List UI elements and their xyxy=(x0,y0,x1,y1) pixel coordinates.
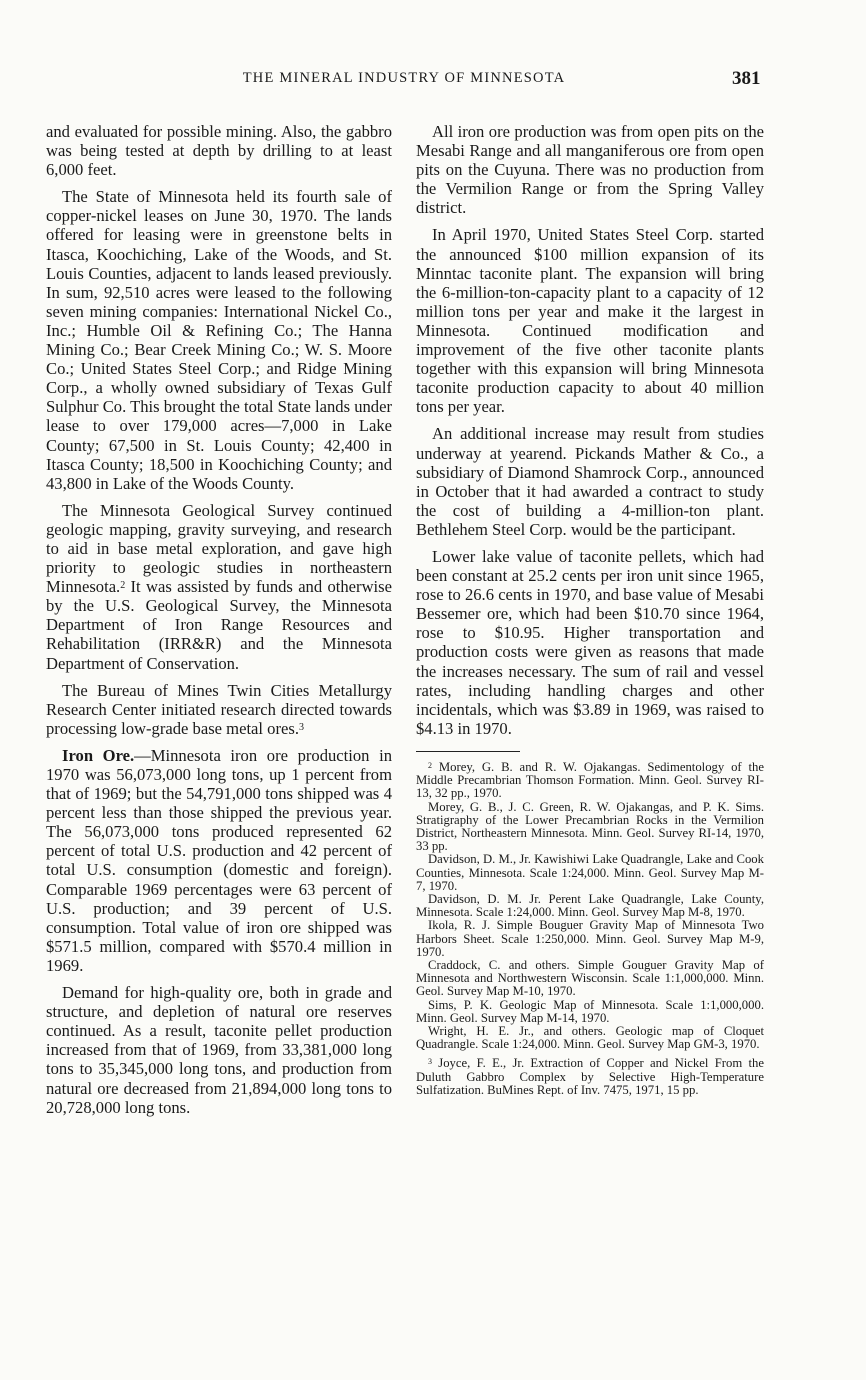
paragraph-text: The Bureau of Mines Twin Cities Metallurgy Research Center initiated research directed towards processing low-grade base metal ores. xyxy=(46,680,392,738)
footnote-mark: 3 xyxy=(428,1057,432,1067)
footnote: Davidson, D. M., Jr. Kawishiwi Lake Quadrangle, Lake and Cook Counties, Minnesota. Scale 1:24,000. Minn. Geol. Survey Map M-7, 1970. xyxy=(416,852,764,893)
paragraph: Demand for high-quality ore, both in grade and structure, and depletion of natural ore reserves continued. As a result, taconite pellet production increased from that of 1969, from 33,381,000 long tons to 35,345,000 long tons, and production from natural ore decreased from 21,894,000 long tons to 20,728,000 long tons. xyxy=(46,983,392,1117)
paragraph xyxy=(46,746,392,975)
paragraph: An additional increase may result from studies underway at yearend. Pickands Mather & Co., a subsidiary of Diamond Shamrock Corp., announced in October that it had awarded a contract to study the cost of building a 4-million-ton plant. Bethlehem Steel Corp. would be the participant. xyxy=(416,424,764,539)
paragraph: Lower lake value of taconite pellets, which had been constant at 25.2 cents per iron unit since 1965, rose to 26.6 cents in 1970, and base value of Mesabi Bessemer ore, which had been $10.70 since 1964, rose to $10.95. Higher transportation and production costs were given as reasons that made the increases necessary. The sum of rail and vessel rates, including handling charges and other incidentals, which was $3.89 in 1969, was raised to $4.13 in 1970. xyxy=(416,546,764,738)
footnote-mark: 2 xyxy=(428,760,432,770)
paragraph-text: It was assisted by funds and otherwise by the U.S. Geological Survey, the Minnesota Department of Iron Range Resources and Rehabilitation (IRR&R) and the Minnesota Department of Conservation. xyxy=(46,577,392,673)
footnote: Davidson, D. M. Jr. Perent Lake Quadrangle, Lake County, Minnesota. Scale 1:24,000. Minn. Geol. Survey Map M-8, 1970. xyxy=(416,891,764,920)
footnote-text: Morey, G. B. and R. W. Ojakangas. Sedimentology of the Middle Precambrian Thomson Formation. Minn. Geol. Survey RI-13, 32 pp., 1970. xyxy=(416,759,764,801)
left-column xyxy=(46,122,392,1125)
running-title: THE MINERAL INDUSTRY OF MINNESOTA xyxy=(242,70,566,86)
footnote-divider xyxy=(416,751,520,752)
paragraph-text: The Minnesota Geological Survey continued geologic mapping, gravity surveying, and research to aid in base metal exploration, and gave high priority to geologic studies in northeastern Minnesota. xyxy=(46,500,392,597)
footnote xyxy=(416,1057,764,1097)
footnote: Craddock, C. and others. Simple Gouguer Gravity Map of Minnesota and Northwestern Wisconsin. Scale 1:1,000,000. Minn. Geol. Survey Map M-10, 1970. xyxy=(416,957,764,999)
paragraph xyxy=(46,681,392,738)
paragraph: In April 1970, United States Steel Corp. started the announced $100 million expansion of its Minntac taconite plant. The expansion will bring the 6-million-ton-capacity plant to a capacity of 12 million tons per year and make it the largest in Minnesota. Continued modification and improvement of the five other taconite plants together with this expansion will bring Minnesota taconite production capacity to about 40 million tons per year. xyxy=(416,225,764,417)
footnote xyxy=(416,761,764,801)
paragraph-text: —Minnesota iron ore production in 1970 was 56,073,000 long tons, up 1 percent from that of 1969; but the 54,791,000 tons shipped was 4 percent less than those shipped the previous year. The 56,073,000 tons produced represented 62 percent of total U.S. production and 42 percent of total U.S. consumption (domestic and foreign). Comparable 1969 percentages were 63 percent of U.S. production; and 39 percent of U.S. consumption. Total value of iron ore shipped was $571.5 million, compared with $570.4 million in 1969. xyxy=(46,745,392,975)
footnote: Ikola, R. J. Simple Bouguer Gravity Map of Minnesota Two Harbors Sheet. Scale 1:250,000. Minn. Geol. Survey Map M-9, 1970. xyxy=(416,918,764,959)
paragraph: and evaluated for possible mining. Also, the gabbro was being tested at depth by drilling to at least 6,000 feet. xyxy=(46,122,392,180)
footnote: Sims, P. K. Geologic Map of Minnesota. Scale 1:1,000,000. Minn. Geol. Survey Map M-14, 1970. xyxy=(416,997,764,1025)
footnote: Morey, G. B., J. C. Green, R. W. Ojakangas, and P. K. Sims. Stratigraphy of the Lower Precambrian Rocks in the Vermilion District, Northeastern Minnesota. Minn. Geol. Survey RI-14, 1970, 33 pp. xyxy=(416,799,764,854)
section-heading: Iron Ore. xyxy=(62,745,135,765)
footnote-ref: 3 xyxy=(298,721,304,733)
footnotes xyxy=(416,761,764,1097)
footnote: Wright, H. E. Jr., and others. Geologic map of Cloquet Quadrangle. Scale 1:24,000. Minn. Geol. Survey Map GM-3, 1970. xyxy=(416,1023,764,1052)
paragraph xyxy=(46,501,392,673)
footnote-ref: 2 xyxy=(120,580,126,592)
footnote-text: Joyce, F. E., Jr. Extraction of Copper and Nickel From the Duluth Gabbro Complex by Selective High-Temperature Sulfatization. BuMines Rept. of Inv. 7475, 1971, 15 pp. xyxy=(416,1056,764,1097)
paragraph: All iron ore production was from open pits on the Mesabi Range and all manganiferous ore from open pits on the Cuyuna. There was no production from the Vermilion Range or from the Spring Valley district. xyxy=(416,122,764,218)
page-number: 381 xyxy=(732,68,761,89)
right-column xyxy=(416,122,764,1097)
paragraph: The State of Minnesota held its fourth sale of copper-nickel leases on June 30, 1970. The lands offered for leasing were in greenstone belts in Itasca, Koochiching, Lake of the Woods, and St. Louis Counties, adjacent to lands leased previously. In sum, 92,510 acres were leased to the following seven mining companies: International Nickel Co., Inc.; Humble Oil & Refining Co.; The Hanna Mining Co.; Bear Creek Mining Co.; W. S. Moore Co.; United States Steel Corp.; and Ridge Mining Corp., a wholly owned subsidiary of Texas Gulf Sulphur Co. This brought the total State lands under lease to over 179,000 acres—7,000 in Lake County; 67,500 in St. Louis County; 42,400 in Itasca County; 18,500 in Koochiching County; and 43,800 in Lake of the Woods County. xyxy=(46,187,392,493)
